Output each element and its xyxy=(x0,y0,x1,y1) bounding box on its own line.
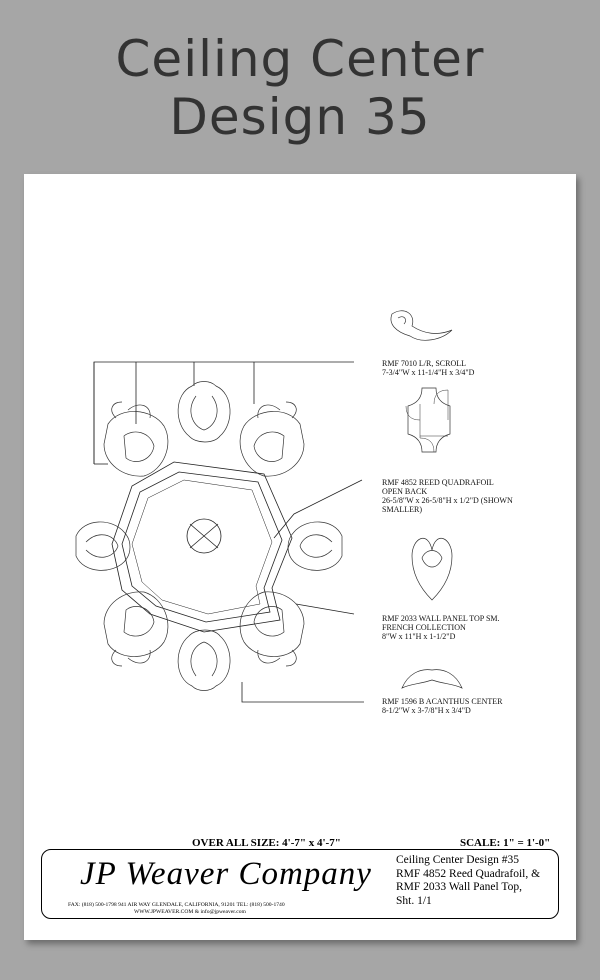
ornament-top xyxy=(178,382,230,443)
title-block xyxy=(41,849,559,919)
ornament-bottom-right xyxy=(240,592,304,666)
callout-acanthus: RMF 1596 B ACANTHUS CENTER 8-1/2"W x 3-7/8"H x 3/4"D xyxy=(382,697,503,715)
leader-acanthus xyxy=(242,682,364,702)
title-line-2: Design 35 xyxy=(169,88,431,146)
sheet-line: RMF 4852 Reed Quadrafoil, & xyxy=(396,867,541,880)
company-name: JP Weaver Company xyxy=(80,856,372,892)
leader-scroll xyxy=(94,362,354,464)
quadrafoil-inner xyxy=(122,472,282,622)
page-title xyxy=(0,30,600,146)
legend-quadrafoil-outer xyxy=(406,390,448,452)
sheet-line: RMF 2033 Wall Panel Top, xyxy=(396,881,522,893)
contact-line-1: FAX: (818) 500-1798 941 AIR WAY GLENDALE, CALIFORNIA, 91201 TEL: (818) 500-1740 xyxy=(68,902,285,908)
callout-quadrafoil: RMF 4852 REED QUADRAFOIL OPEN BACK 26-5/8"W x 26-5/8"H x 1/2"D (SHOWN SMALLER) xyxy=(382,478,513,514)
drawing-sheet xyxy=(24,174,576,940)
quadrafoil-reed xyxy=(132,480,272,614)
leader-quadrafoil xyxy=(274,480,362,538)
ornament-right xyxy=(288,522,342,570)
sheet-description xyxy=(396,854,540,908)
contact-line-2: WWW.JPWEAVER.COM & info@jpweaver.com xyxy=(134,909,246,915)
scale-label: SCALE: 1" = 1'-0" xyxy=(460,837,551,849)
sheet-line: Sht. 1/1 xyxy=(396,894,432,907)
callout-wall-panel: RMF 2033 WALL PANEL TOP SM. FRENCH COLLECTION 8"W x 11"H x 1-1/2"D xyxy=(382,614,500,641)
ornament-bottom xyxy=(178,630,230,691)
ornament-left xyxy=(76,522,130,570)
ornament-top-right xyxy=(240,402,304,476)
ornament-bottom-left xyxy=(104,592,168,666)
legend-quadrafoil-piece xyxy=(408,388,450,452)
legend-wall-panel-piece xyxy=(412,538,452,600)
legend-acanthus-piece xyxy=(402,670,462,688)
sheet-line: Ceiling Center Design #35 xyxy=(396,854,519,866)
leader-wall-panel xyxy=(296,604,354,614)
overall-size: OVER ALL SIZE: 4'-7" x 4'-7" xyxy=(192,837,341,849)
callout-scroll: RMF 7010 L/R, SCROLL 7-3/4"W x 11-1/4"H x 3/4"D xyxy=(382,359,475,377)
title-line-1: Ceiling Center xyxy=(115,30,485,88)
legend-scroll-piece xyxy=(391,311,452,340)
